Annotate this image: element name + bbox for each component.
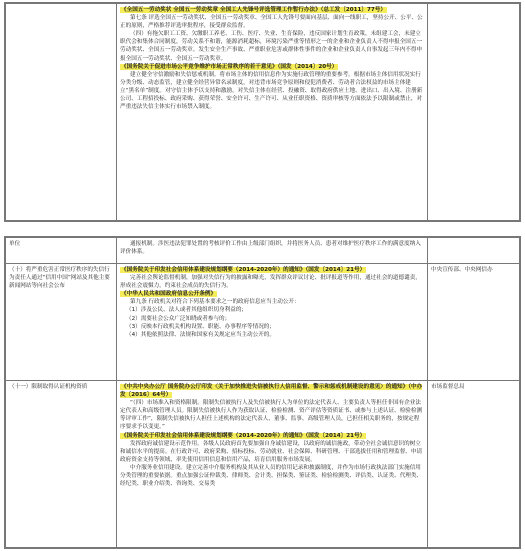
law-text: 第七条 评选全国五一劳动奖状、全国五一劳动奖章、全国工人先锋号要面向基层、面向一线职工，坚持公开、公平、公正的原则，严格推荐评选审批程序，接受群众监督。 [120, 15, 423, 30]
measure-cell: 单位 [6, 238, 117, 264]
document-fragment-top [4, 2, 521, 222]
department-cell [428, 4, 520, 221]
basis-cell [117, 238, 428, 264]
law-title: 《中共中央办公厅 国务院办公厅印发〈关于加快推进失信被执行人信用监督、警示和惩戒机制建设的意见〉的通知》（中办发〔2016〕64号） [120, 384, 423, 399]
law-text: 发挥政府诚信建设示范作用。各级人民政府首先要加强自身诚信建设，以政府的诚信施政，带动全社会诚信意识的树立和诚信水平的提高。在行政许可、政府采购、招标投标、劳动就业、社会保障、科研管理、干部选拔任用和管理监督、申请政府资金支持等领域，率先使用信用信息和信用产品，培育信用服务市场发展。 [120, 440, 423, 463]
law-text: “（四）市场准入和资格限制。限制失信被执行人及失信被执行人为单位的法定代表人、主要负责人等担任非国有企业法定代表人和高级管理人员。限制失信被执行人作为获取认证、检验检测、资产评估等资质证书、或参与上述认证、检验检测等评审工作”，限制失信被执行人担任上述机构的法定代表人、董事、监事、高级管理人员，已担任相关职务的，按规定程序要求予以变更。” [120, 400, 423, 431]
table-row [6, 264, 520, 381]
law-title: 《国务院关于印发社会信用体系建设规划纲要（2014-2020年）的通知》（国发〔2014〕21号） [121, 432, 366, 439]
measure-cell [6, 4, 117, 221]
document-fragment-bottom [4, 236, 521, 549]
law-text: 建立健全守信激励和失信惩戒机制。将市场主体的信用信息作为实施行政管理的重要参考。根据市场主体信用状况实行分类分级、动态监管，建立健全经营异常名录制度，对违背市场竞争原则和侵犯消费者、劳动者合法权益的市场主体建立“黑名单”制度。对守信主体予以支持和激励，对失信主体在经营、投融资、取得政府供应土地、进出口、出入境、注册新公司、工程招投标、政府采购、获得荣誉、安全许可、生产许可、从业任职资格、资质审核等方面依法予以限制或禁止，对严重违法失信主体实行市场禁入制度。 [120, 71, 423, 111]
law-text: 完善社会舆论监督机制，加强对失信行为的披露和曝光，发挥群众评议讨论、批评报道等作用，通过社会的道德谴责，形成社会震慑力，约束社会成员的失信行为。 [120, 275, 421, 290]
measure-cell: （十）将严重危害正常医疗秩序的失信行为责任人通过“信用中国”网站及其他主要新闻网站等向社会公布 [6, 264, 117, 381]
law-text: （四）有拖欠职工工资、欠缴职工养老、工伤、医疗、失业、生育保险，违反国家计划生育政策，未组建工会，未建立职代会和集体合同制度，劳动关系不和谐，能源消耗超标，环境污染严重等情形之一的企业和企业负责人不得申报全国五一劳动奖状、全国五一劳动奖章。发生安全生产事故、严重职业危害或群体性事件的企业和企业负责人自事发起三年内不得申报全国五一劳动奖状、全国五一劳动奖章。 [120, 31, 423, 62]
law-title: 《中华人民共和国政府信息公开条例》 [121, 291, 217, 298]
list-item: （3）反映本行政机关机构设置、职能、办事程序等情况的； [126, 323, 275, 330]
measure-cell: （十一）限制取得认证机构资质 [6, 381, 117, 548]
list-item: （4）其他依照法律、法规和国家有关规定应当主动公开的。 [126, 331, 275, 338]
law-text: 中介服务业信用建设。建立完善中介服务机构及其从业人员的信用记录和披露制度，并作为市场行政执法部门实施信用分类管理的重要依据。重点加强公证仲裁类、律师类、会计类、担保类、鉴证类、检验检测类、评估类、认证类、代理类、经纪类、职业介绍类、咨询类、交易类 [120, 464, 423, 488]
basis-cell [117, 4, 428, 221]
list-item: （1）涉及公民、法人或者其他组织切身利益的； [126, 307, 248, 314]
table-row [6, 381, 520, 548]
policy-table-top [5, 3, 520, 221]
department-cell [428, 238, 520, 264]
basis-cell [117, 264, 428, 381]
department-cell: 中央宣传部、中央网信办 [428, 264, 520, 381]
law-title: 《国务院关于印发社会信用体系建设规划纲要（2014-2020年）的通知》（国发〔2014〕21号） [121, 267, 366, 273]
table-row [6, 238, 520, 264]
department-cell: 市场监督总局 [428, 381, 520, 548]
law-title: 《全国五一劳动奖状 全国五一劳动奖章 全国工人先锋号评选管理工作暂行办法》（总工发〔2011〕77号） [121, 7, 386, 13]
law-title: 《国务院关于促进市场公平竞争维护市场正常秩序的若干意见》（国发〔2014〕20号） [121, 63, 338, 70]
policy-table-bottom [5, 237, 520, 548]
law-text: 第九条 行政机关对符合下列基本要求之一的政府信息应当主动公开： [130, 299, 300, 306]
list-item: （2）需要社会公众广泛知晓或者参与的； [126, 315, 231, 322]
law-text: 通报机制。涉医违法犯罪处置的考核评价工作由上级部门组织，并将医务人员、患者对维护医疗秩序工作的满意度纳入评价体系。 [120, 241, 421, 256]
basis-cell [117, 381, 428, 548]
table-row [6, 4, 520, 221]
